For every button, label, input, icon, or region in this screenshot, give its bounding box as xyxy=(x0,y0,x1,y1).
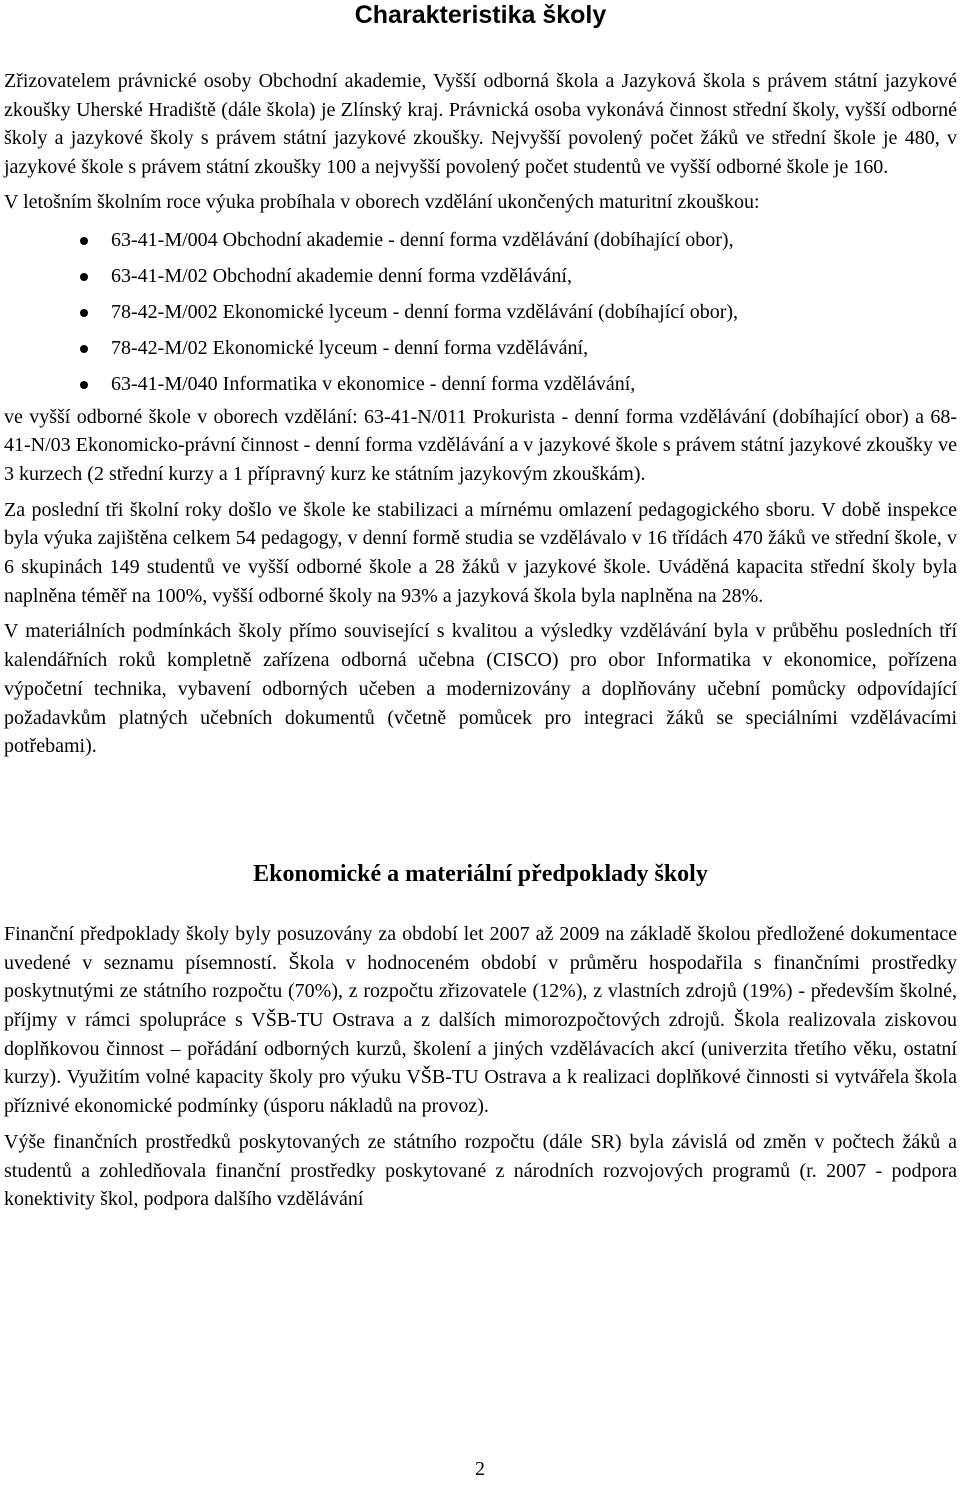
list-item xyxy=(4,366,957,402)
list-item xyxy=(4,294,957,330)
document-page xyxy=(4,0,957,1214)
list-item xyxy=(4,258,957,294)
list-item-text: 78-42-M/002 Ekonomické lyceum - denní forma vzdělávání (dobíhající obor), xyxy=(111,300,739,323)
paragraph-pedagogove: Za poslední tři školní roky došlo ve škole ke stabilizaci a mírnému omlazení pedagogického sboru. V době inspekce byla výuka zajištěna celkem 54 pedagogy, v denní formě studia se vzdělávalo v 16 třídách 470 žáků ve střední škole, v 6 skupinách 149 studentů ve vyšší odborné škole a 28 žáků v jazykové škole. Uváděná kapacita střední školy byla naplněna téměř na 100%, vyšší odborné školy na 93% a jazyková škola byla naplněna na 28%. xyxy=(4,498,957,607)
list-item xyxy=(4,330,957,366)
list-item-text: 63-41-M/040 Informatika v ekonomice - denní forma vzdělávání, xyxy=(111,373,636,396)
bullet-icon xyxy=(80,309,88,317)
obory-list xyxy=(4,222,957,403)
list-item-text: 63-41-M/02 Obchodní akademie denní forma vzdělávání, xyxy=(111,264,572,287)
paragraph-materialni: V materiálních podmínkách školy přímo související s kvalitou a výsledky vzdělávání byla v průběhu posledních tří kalendářních roků kompletně zařízena odborná učebna (CISCO) pro obor Informatika v ekonomice, pořízena výpočetní technika, vybavení odborných učeben a modernizovány a doplňovány učební pomůcky odpovídající požadavkům platných učebních dokumentů (včetně pomůcek pro integraci žáků se speciálními vzdělávacími potřebami). xyxy=(4,620,957,758)
list-item-text: 63-41-M/004 Obchodní akademie - denní forma vzdělávání (dobíhající obor), xyxy=(111,228,734,251)
bullet-icon xyxy=(80,381,88,389)
paragraph-obory-intro: V letošním školním roce výuka probíhala v oborech vzdělání ukončených maturitní zkouškou: xyxy=(4,190,760,213)
bullet-icon xyxy=(80,273,88,281)
paragraph-financni: Finanční předpoklady školy byly posuzovány za období let 2007 až 2009 na základě školou předložené dokumentace uvedené v seznamu písemností. Škola v hodnoceném období v průměru hospodařila s finančními prostředky poskytnutými ze státního rozpočtu (70%), z rozpočtu zřizovatele (12%), z vlastních zdrojů (19%) - především školné, příjmy v rámci spolupráce s VŠB-TU Ostrava a z dalších mimorozpočtových zdrojů. Škola realizovala ziskovou doplňkovou činnost – pořádání odborných kurzů, školení a jiných vzdělávacích akcí (univerzita třetího věku, ostatní kurzy). Využitím volné kapacity školy pro výuku VŠB-TU Ostrava a k realizaci doplňkové činnosti si vytvářela škola příznivé ekonomické podmínky (úsporu nákladů na provoz). xyxy=(4,922,957,1118)
section-title-ekonomicke: Ekonomické a materiální předpoklady školy xyxy=(253,860,708,887)
paragraph-vos-js: ve vyšší odborné škole v oborech vzdělání: 63-41-N/011 Prokurista - denní forma vzdělávání (dobíhající obor) a 68-41-N/03 Ekonomicko-právní činnost - denní forma vzdělávání a v jazykové škole s právem státní jazykové zkoušky ve 3 kurzech (2 střední kurzy a 1 přípravný kurz ke státním jazykovým zkouškám). xyxy=(4,405,957,485)
bullet-icon xyxy=(80,345,88,353)
paragraph-vyse-prostredku: Výše finančních prostředků poskytovaných ze státního rozpočtu (dále SR) byla závislá od změn v počtech žáků a studentů a zohledňovala finanční prostředky poskytované z národních rozvojových programů (r. 2007 - podpora konektivity škol, podpora dalšího vzdělávání xyxy=(4,1130,957,1211)
paragraph-zrizovatel: Zřizovatelem právnické osoby Obchodní akademie, Vyšší odborná škola a Jazyková škola s právem státní jazykové zkoušky Uherské Hradiště (dále škola) je Zlínský kraj. Právnická osoba vykonává činnost střední školy, vyšší odborné školy a jazykové školy s právem státní jazykové zkoušky. Nejvyšší povolený počet žáků ve střední škole je 480, v jazykové škole s právem státní zkoušky 100 a nejvyšší povolený počet studentů ve vyšší odborné škole je 160. xyxy=(4,70,957,179)
list-item xyxy=(4,222,957,258)
list-item-text: 78-42-M/02 Ekonomické lyceum - denní forma vzdělávání, xyxy=(111,337,589,360)
bullet-icon xyxy=(80,237,88,245)
section-title-charakteristika: Charakteristika školy xyxy=(354,1,607,29)
page-number: 2 xyxy=(475,1458,485,1480)
